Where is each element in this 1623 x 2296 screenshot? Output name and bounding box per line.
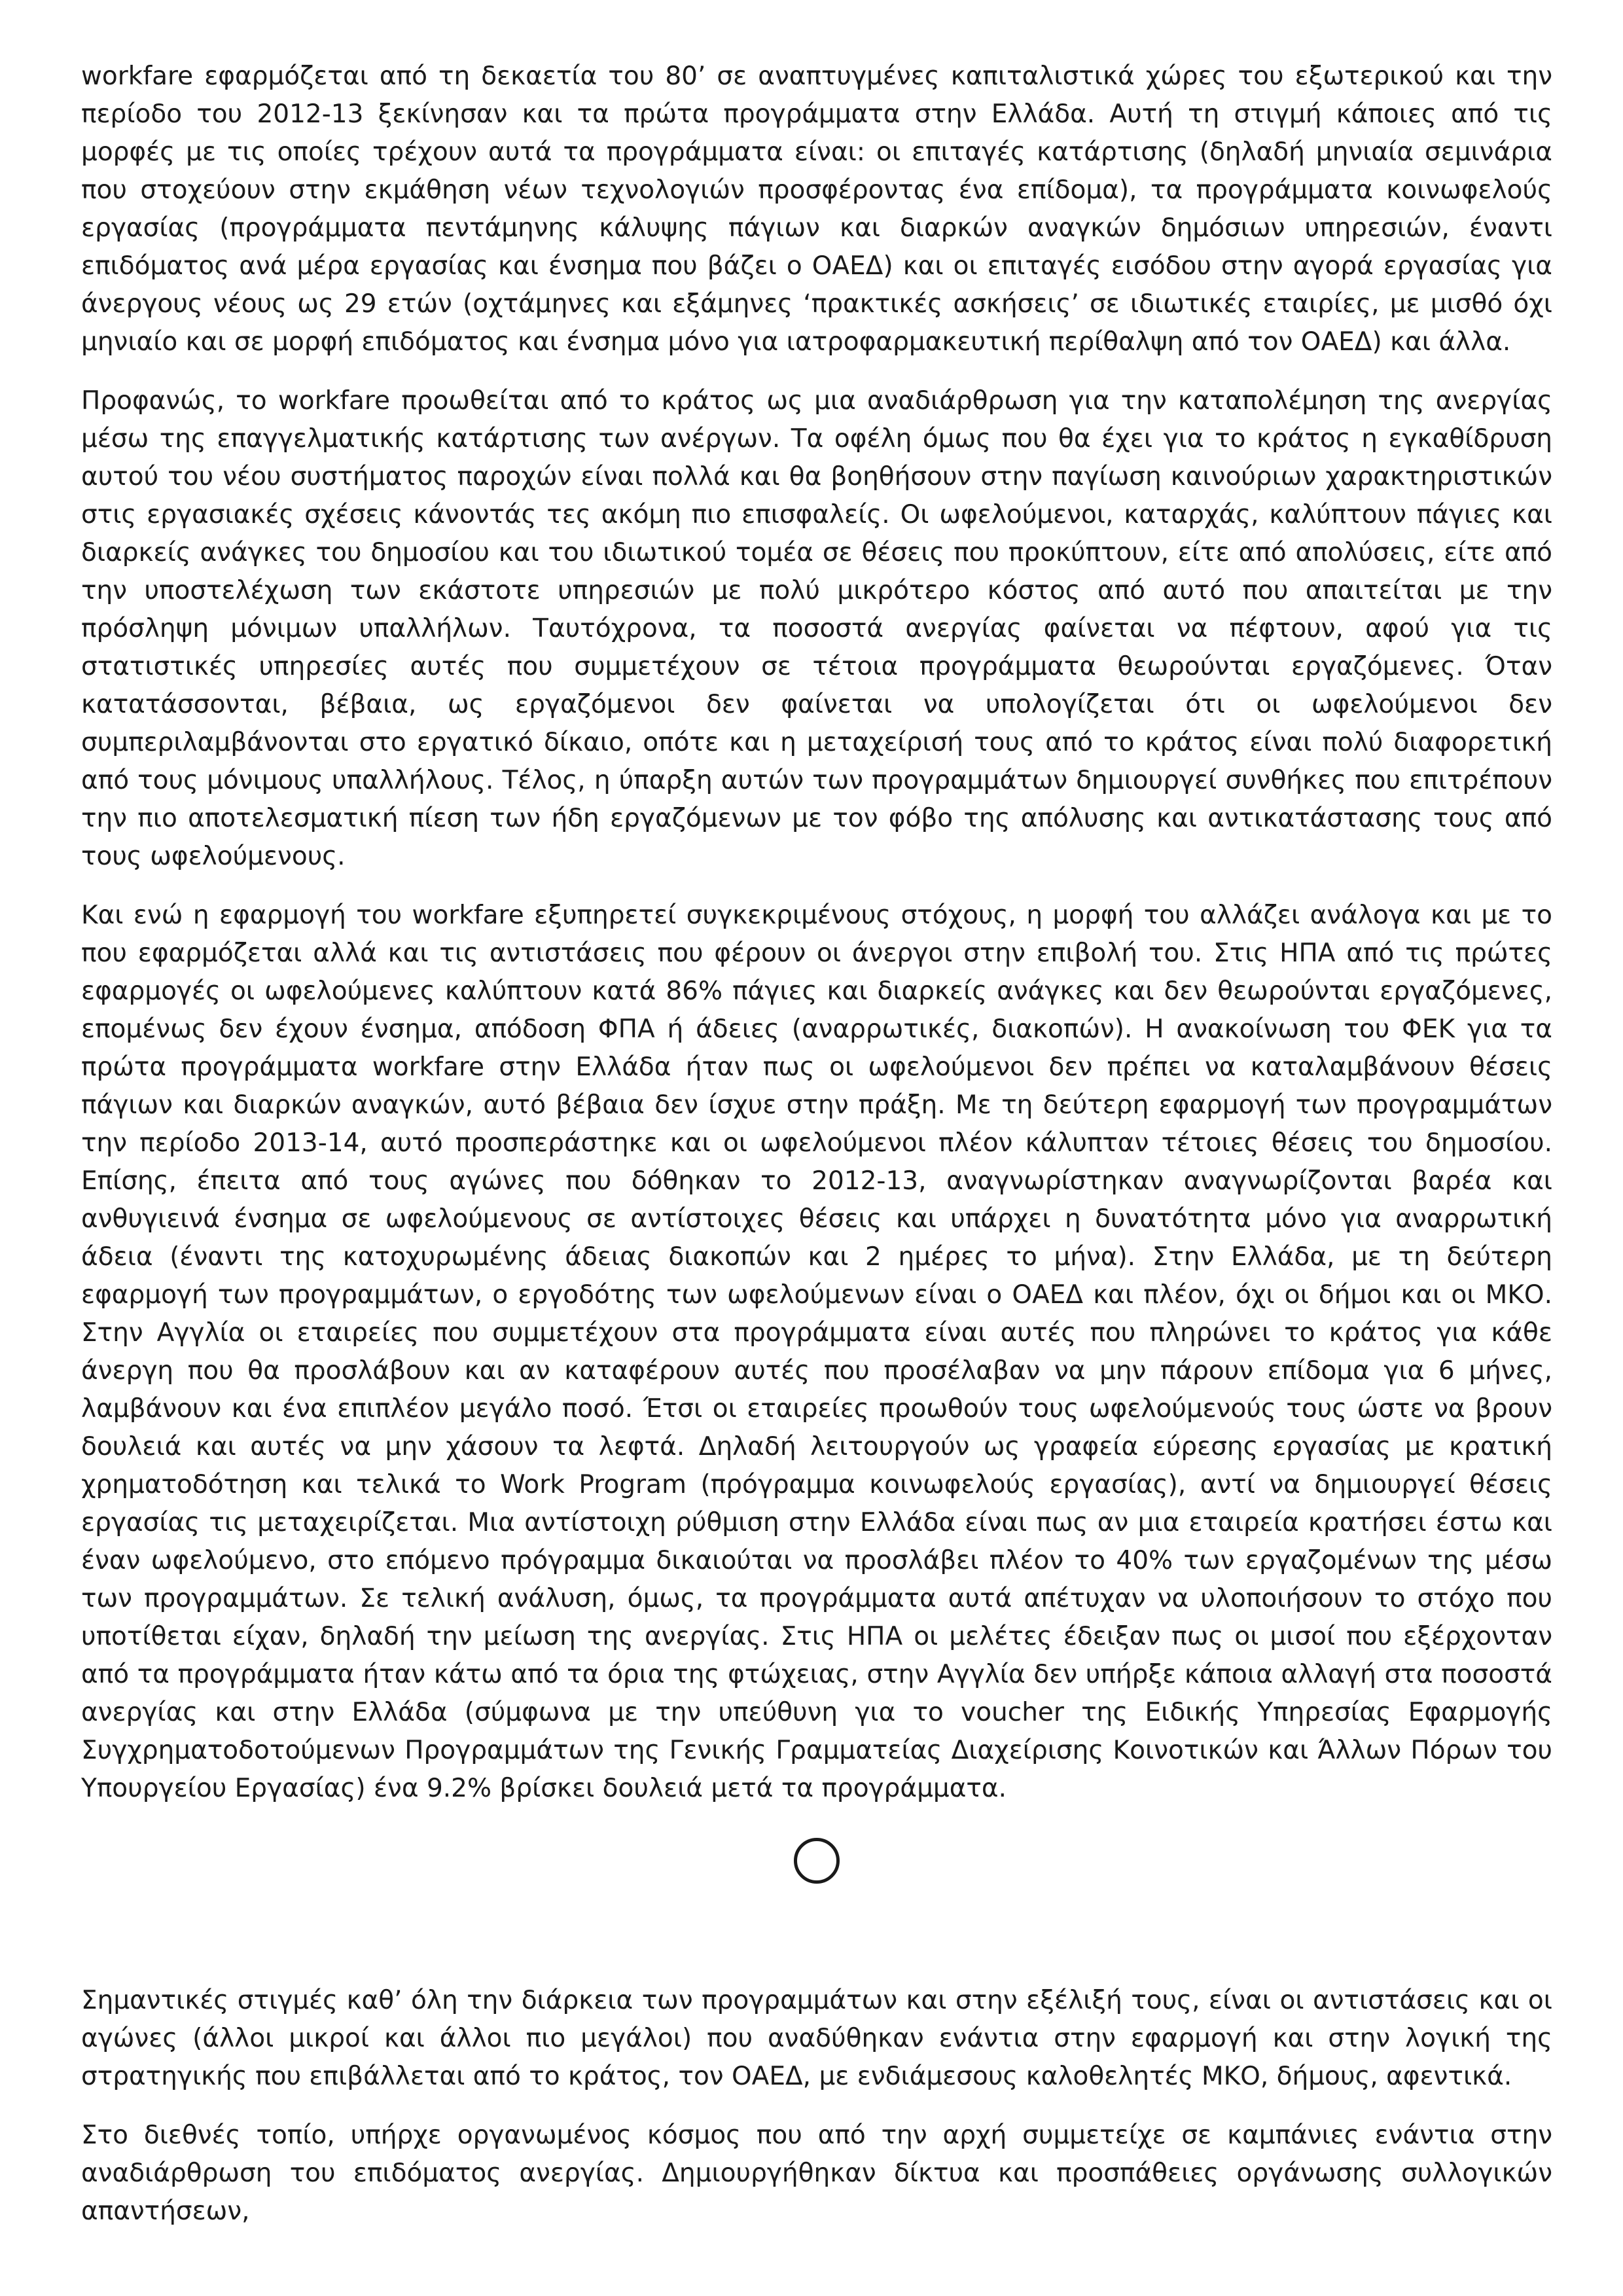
paragraph: Προφανώς, το workfare προωθείται από το κράτος ως μια αναδιάρθρωση για την καταπολέμηση της ανεργίας μέσω της επαγγελματικής κατάρτισης των ανέργων. Τα οφέλη όμως που θα έχει για το κράτος η εγκαθίδρυση αυτού του νέου συστήματος παροχών είναι πολλά και θα βοηθήσουν στην παγίωση καινούριων χαρακτηριστικών στις εργασιακές σχέσεις κάνοντάς τες ακόμη πιο επισφαλείς. Οι ωφελούμενοι, καταρχάς, καλύπτουν πάγιες και διαρκείς ανάγκες του δημοσίου και του ιδιωτικού τομέα σε θέσεις που προκύπτουν, είτε από απολύσεις, είτε από την υποστελέχωση των εκάστοτε υπηρεσιών με πολύ μικρότερο κόστος από αυτό που απαιτείται με την πρόσληψη μόνιμων υπαλλήλων. Ταυτόχρονα, τα ποσοστά ανεργίας φαίνεται να πέφτουν, αφού για τις στατιστικές υπηρεσίες αυτές που συμμετέχουν σε τέτοια προγράμματα θεωρούνται εργαζόμενες. Όταν κατατάσσονται, βέβαια, ως εργαζόμενοι δεν φαίνεται να υπολογίζεται ότι οι ωφελούμενοι δεν συμπεριλαμβάνονται στο εργατικό δίκαιο, οπότε και η μεταχείρισή τους από το κράτος είναι πολύ διαφορετική από τους μόνιμους υπαλλήλους. Τέλος, η ύπαρξη αυτών των προγραμμάτων δημιουργεί συνθήκες που επιτρέπουν την πιο αποτελεσματική πίεση των ήδη εργαζόμενων με τον φόβο της απόλυσης και αντικατάστασης τους από τους ωφελούμενους. xyxy=(81,386,1552,871)
document-page xyxy=(81,58,1552,2251)
paragraph: Στο διεθνές τοπίο, υπήρχε οργανωμένος κόσμος που από την αρχή συμμετείχε σε καμπάνιες ενάντια στην αναδιάρθρωση του επιδόματος ανεργίας. Δημιουργήθηκαν δίκτυα και προσπάθειες οργάνωσης συλλογικών απαντήσεων, xyxy=(81,2121,1552,2226)
paragraph: Και ενώ η εφαρμογή του workfare εξυπηρετεί συγκεκριμένους στόχους, η μορφή του αλλάζει ανάλογα και με το που εφαρμόζεται αλλά και τις αντιστάσεις που φέρουν οι άνεργοι στην επιβολή του. Στις ΗΠΑ από τις πρώτες εφαρμογές οι ωφελούμενες καλύπτουν κατά 86% πάγιες και διαρκείς ανάγκες και δεν θεωρούνται εργαζόμενες, επομένως δεν έχουν ένσημα, απόδοση ΦΠΑ ή άδειες (αναρρωτικές, διακοπών). Η ανακοίνωση του ΦΕΚ για τα πρώτα προγράμματα workfare στην Ελλάδα ήταν πως οι ωφελούμενοι δεν πρέπει να καταλαμβάνουν θέσεις πάγιων και διαρκών αναγκών, αυτό βέβαια δεν ίσχυε στην πράξη. Με τη δεύτερη εφαρμογή των προγραμμάτων την περίοδο 2013-14, αυτό προσπεράστηκε και οι ωφελούμενοι πλέον κάλυπταν τέτοιες θέσεις του δημοσίου. Επίσης, έπειτα από τους αγώνες που δόθηκαν το 2012-13, αναγνωρίστηκαν αναγνωρίζονται βαρέα και ανθυγιεινά ένσημα σε ωφελούμενους σε αντίστοιχες θέσεις και υπάρχει η δυνατότητα μόνο για αναρρωτική άδεια (έναντι της κατοχυρωμένης άδειας διακοπών και 2 ημέρες το μήνα). Στην Ελλάδα, με τη δεύτερη εφαρμογή των προγραμμάτων, ο εργοδότης των ωφελούμενων είναι ο ΟΑΕΔ και πλέον, όχι οι δήμοι και οι ΜΚΟ. Στην Αγγλία οι εταιρείες που συμμετέχουν στα προγράμματα είναι αυτές που πληρώνει το κράτος για κάθε άνεργη που θα προσλάβουν και αν καταφέρουν αυτές που προσέλαβαν να μην πάρουν επίδομα για 6 μήνες, λαμβάνουν και ένα επιπλέον μεγάλο ποσό. Έτσι οι εταιρείες προωθούν τους ωφελούμενούς τους ώστε να βρουν δουλειά και αυτές να μην χάσουν τα λεφτά. Δηλαδή λειτουργούν ως γραφεία εύρεσης εργασίας με κρατική χρηματοδότηση και τελικά το Work Program (πρόγραμμα κοινωφελούς εργασίας), αντί να δημιουργεί θέσεις εργασίας τις μεταχειρίζεται. Μια αντίστοιχη ρύθμιση στην Ελλάδα είναι πως αν μια εταιρεία κρατήσει έστω και έναν ωφελούμενο, στο επόμενο πρόγραμμα δικαιούται να προσλάβει πλέον το 40% των εργαζομένων της μέσω των προγραμμάτων. Σε τελική ανάλυση, όμως, τα προγράμματα αυτά απέτυχαν να υλοποιήσουν το στόχο που υποτίθεται είχαν, δηλαδή την μείωση της ανεργίας. Στις ΗΠΑ οι μελέτες έδειξαν πως οι μισοί που εξέρχονταν από τα προγράμματα ήταν κάτω από τα όρια της φτώχειας, στην Αγγλία δεν υπήρξε κάποια αλλαγή στα ποσοστά ανεργίας και στην Ελλάδα (σύμφωνα με την υπεύθυνη για το voucher της Ειδικής Υπηρεσίας Εφαρμογής Συγχρηματοδοτούμενων Προγραμμάτων της Γενικής Γραμματείας Διαχείρισης Κοινοτικών και Άλλων Πόρων του Υπουργείου Εργασίας) ένα 9.2% βρίσκει δουλειά μετά τα προγράμματα. xyxy=(81,901,1552,1803)
paragraph: workfare εφαρμόζεται από τη δεκαετία του 80’ σε αναπτυγμένες καπιταλιστικά χώρες του εξωτερικού και την περίοδο του 2012-13 ξεκίνησαν και τα πρώτα προγράμματα στην Ελλάδα. Αυτή τη στιγμή κάποιες από τις μορφές με τις οποίες τρέχουν αυτά τα προγράμματα είναι: οι επιταγές κατάρτισης (δηλαδή μηνιαία σεμινάρια που στοχεύουν στην εκμάθηση νέων τεχνολογιών προσφέροντας ένα επίδομα), τα προγράμματα κοινωφελούς εργασίας (προγράμματα πεντάμηνης κάλυψης πάγιων και διαρκών αναγκών δημόσιων υπηρεσιών, έναντι επιδόματος ανά μέρα εργασίας και ένσημα που βάζει ο ΟΑΕΔ) και οι επιταγές εισόδου στην αγορά εργασίας για άνεργους νέους ως 29 ετών (οχτάμηνες και εξάμηνες ‘πρακτικές ασκήσεις’ σε ιδιωτικές εταιρίες, με μισθό όχι μηνιαίο και σε μορφή επιδόματος και ένσημα μόνο για ιατροφαρμακευτική περίθαλψη από τον ΟΑΕΔ) και άλλα. xyxy=(81,62,1552,357)
paragraph: Σημαντικές στιγμές καθ’ όλη την διάρκεια των προγραμμάτων και στην εξέλιξή τους, είναι οι αντιστάσεις και οι αγώνες (άλλοι μικροί και άλλοι πιο μεγάλοι) που αναδύθηκαν ενάντια στην εφαρμογή και στην λογική της στρατηγικής που επιβάλλεται από το κράτος, τον ΟΑΕΔ, με ενδιάμεσους καλοθελητές ΜΚΟ, δήμους, αφεντικά. xyxy=(81,1986,1552,2091)
section-separator xyxy=(81,1838,1552,1884)
circle-separator-icon xyxy=(794,1838,840,1884)
